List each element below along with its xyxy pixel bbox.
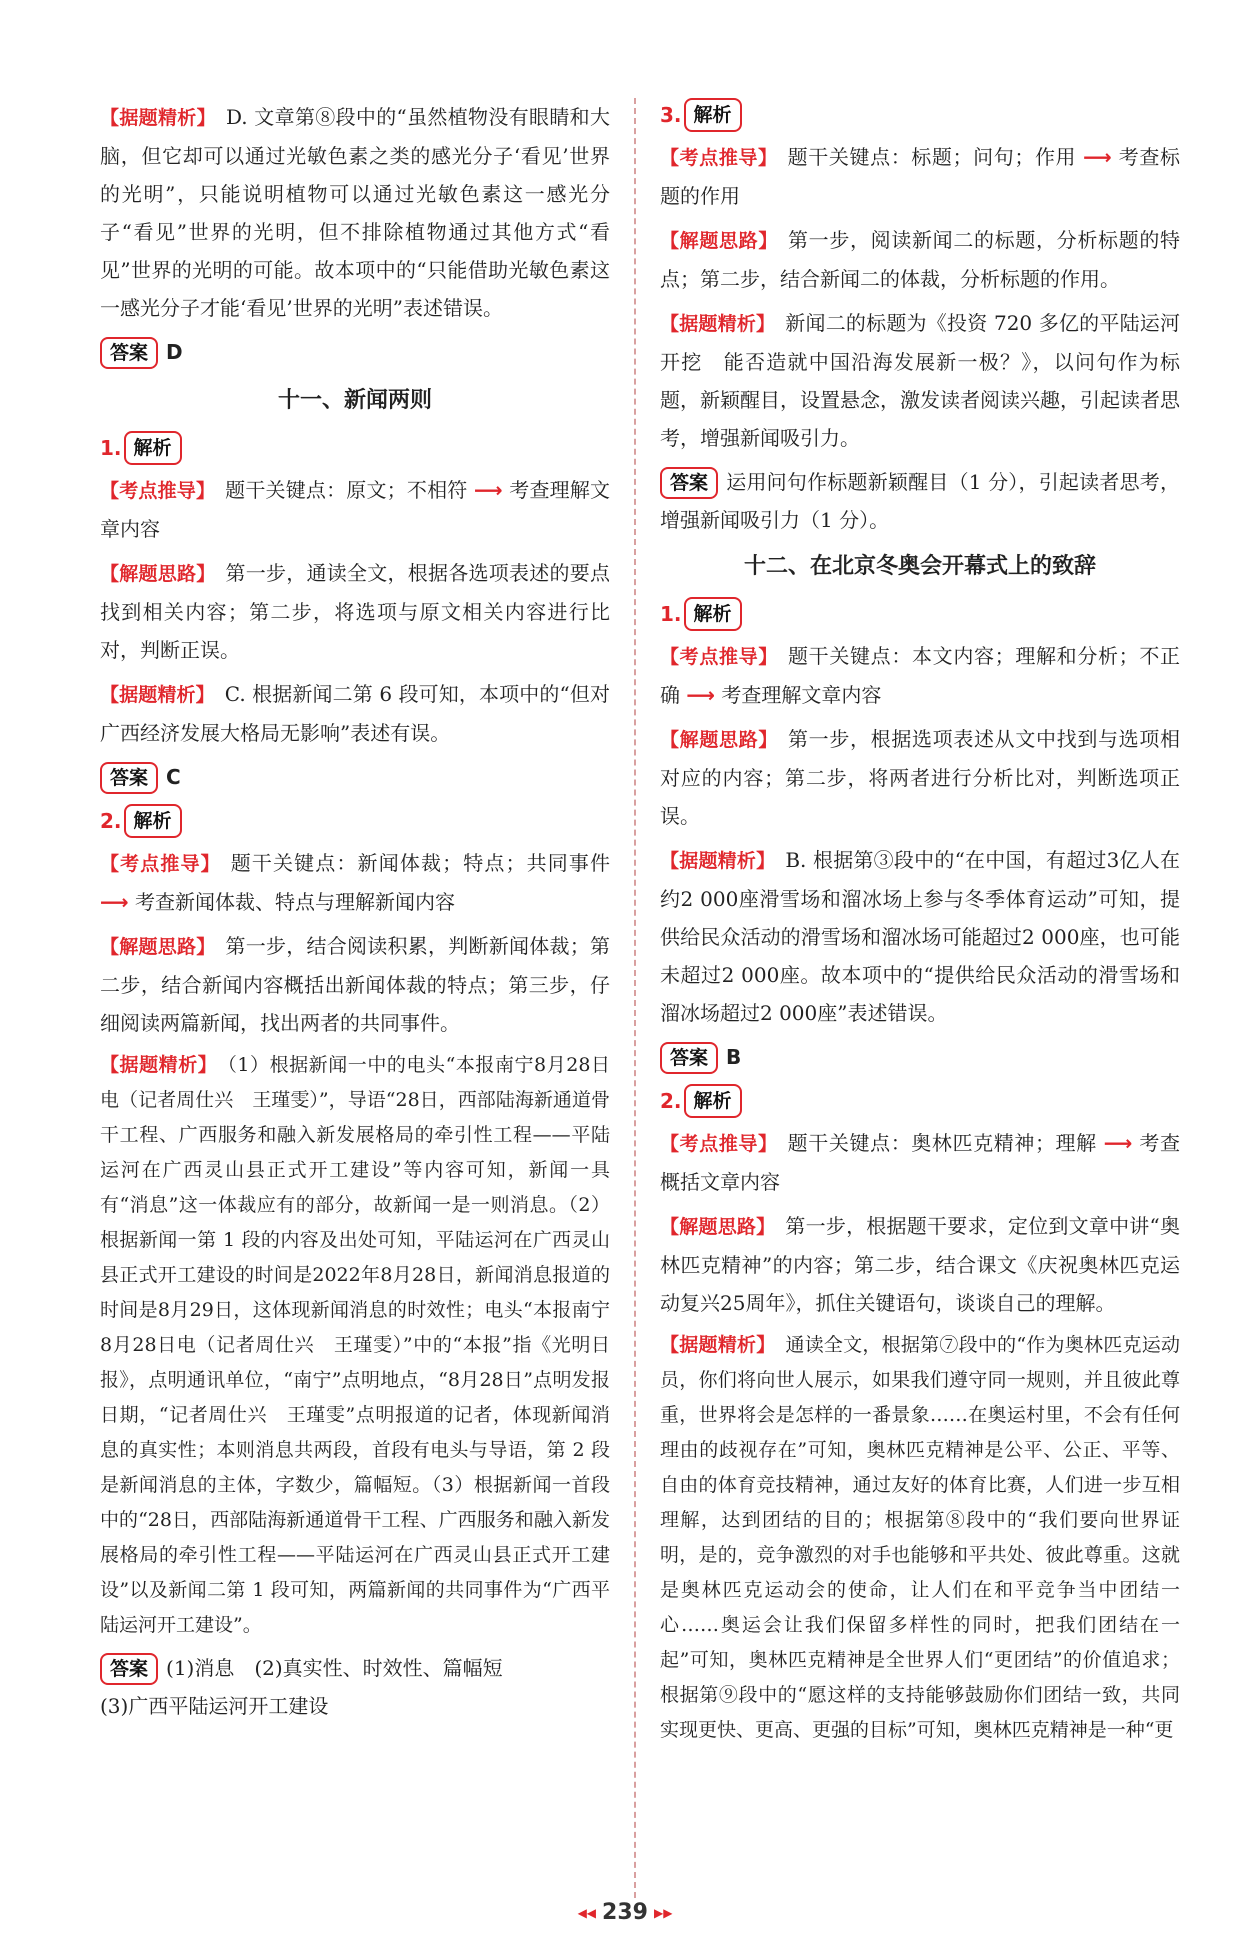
q3-jieti: 【解题思路】 第一步，阅读新闻二的标题，分析标题的特点；第二步，结合新闻二的体裁，分析标题的作用。 (660, 228, 1180, 291)
q2-jieti: 【解题思路】 第一步，结合阅读积累，判断新闻体裁；第二步，结合新闻内容概括出新闻体裁的特点；第三步，仔细阅读两篇新闻，找出两者的共同事件。 (100, 934, 610, 1035)
q3-jujing: 【据题精析】 新闻二的标题为《投资 720 多亿的平陆运河开挖 能否造就中国沿海发展新一极？》，以问句作为标题，新颖醒目，设置悬念，激发读者阅读兴趣，引起读者思考，增强新闻吸引力。 (660, 311, 1180, 450)
rq2-jujing: 【据题精析】 通读全文，根据第⑦段中的“作为奥林匹克运动员，你们将向世人展示，如果我们遵守同一规则，并且彼此尊重，世界将会是怎样的一番景象……在奥运村里，不会有任何理由的歧视存在”可知，奥林匹克精神是公平、公正、平等、自由的体育竞技精神，通过友好的体育比赛，人们进一步互相理解，达到团结的目的；根据第⑧段中的“我们要向世界证明，是的，竞争激烈的对手也能够和平共处、彼此尊重。这就是奥林匹克运动会的使命，让人们在和平竞争当中团结一心……奥运会让我们保留多样性的同时，把我们团结在一起”可知，奥林匹克精神是全世界人们“更团结”的价值追求；根据第⑨段中的“愿这样的支持能够鼓励你们团结一致，共同实现更快、更高、更强的目标”可知，奥林匹克精神是一种“更 (660, 1334, 1180, 1741)
q1-kaodian: 【考点推导】 题干关键点：原文；不相符 ⟶ 考查理解文章内容 (100, 478, 611, 541)
arrow-icon: ⟶ (1103, 1131, 1133, 1155)
jiexi-label: 解析 (124, 431, 182, 465)
right-question-2-header: 2. 解析 (660, 1084, 1180, 1118)
arrow-icon: ⟶ (100, 890, 129, 914)
intro-answer: 答案 D (100, 333, 610, 371)
rq1-jieti: 【解题思路】 第一步，根据选项表述从文中找到与选项相对应的内容；第二步，将两者进行分析比对，判断选项正误。 (660, 727, 1180, 828)
rq1-kaodian: 【考点推导】 题干关键点：本文内容；理解和分析；不正确 ⟶ 考查理解文章内容 (660, 644, 1180, 707)
tag-jujing: 【据题精析】 (100, 107, 216, 129)
answer-label: 答案 (100, 337, 158, 369)
column-divider (634, 98, 636, 1898)
right-question-1-header: 1. 解析 (660, 597, 1180, 631)
section-title-11: 十一、新闻两则 (277, 388, 432, 413)
page-footer (0, 1900, 1250, 1925)
q1-jieti: 【解题思路】 第一步，通读全文，根据各选项表述的要点找到相关内容；第二步，将选项与原文相关内容进行比对，判断正误。 (100, 561, 610, 662)
rq2-kaodian: 【考点推导】 题干关键点：奥林匹克精神；理解 ⟶ 考查概括文章内容 (660, 1131, 1180, 1194)
q1-answer: 答案 C (100, 758, 610, 796)
arrow-icon: ⟶ (474, 478, 503, 502)
q2-answer: 答案 (1)消息 (2)真实性、时效性、篇幅短 (100, 1649, 610, 1687)
left-column (100, 98, 610, 1733)
q2-answer-cont: (3)广西平陆运河开工建设 (100, 1694, 329, 1718)
arrow-icon: ⟶ (1083, 145, 1112, 169)
q3-kaodian: 【考点推导】 题干关键点：标题；问句；作用 ⟶ 考查标题的作用 (660, 145, 1180, 208)
q3-answer: 答案 运用问句作标题新颖醒目（1 分），引起读者思考，增强新闻吸引力（1 分）。 (660, 463, 1180, 539)
intro-jujing: 【据题精析】 D. 文章第⑧段中的“虽然植物没有眼睛和大脑，但它却可以通过光敏色素之类的感光分子‘看见’世界的光明”，只能说明植物可以通过光敏色素这一感光分子“看见”世界的光明，但不排除植物通过其他方式“看见”世界的光明的可能。故本项中的“只能借助光敏色素这一感光分子才能‘看见’世界的光明”表述错误。 (100, 105, 610, 320)
question-3-header: 3. 解析 (660, 98, 1180, 132)
rq1-jujing: 【据题精析】 B. 根据第③段中的“在中国，有超过3亿人在约2 000座滑雪场和溜冰场上参与冬季体育运动”可知，提供给民众活动的滑雪场和溜冰场可能超过2 000座，也可能未超过2 000座。故本项中的“提供给民众活动的滑雪场和溜冰场超过2 000座”表述错误。 (660, 848, 1180, 1025)
right-triangles-icon: ▶▶ (653, 1906, 673, 1920)
section-title-12: 十二、在北京冬奥会开幕式上的致辞 (743, 554, 1096, 579)
q1-jujing: 【据题精析】 C. 根据新闻二第 6 段可知，本项中的“但对广西经济发展大格局无影响”表述有误。 (100, 682, 610, 745)
q2-kaodian: 【考点推导】 题干关键点：新闻体裁；特点；共同事件 ⟶ 考查新闻体裁、特点与理解新闻内容 (100, 851, 610, 914)
arrow-icon: ⟶ (686, 683, 716, 707)
page-number: 239 (602, 1900, 648, 1925)
question-2-header: 2. 解析 (100, 804, 610, 838)
left-triangles-icon: ◀◀ (577, 1906, 597, 1920)
rq2-jieti: 【解题思路】 第一步，根据题干要求，定位到文章中讲“奥林匹克精神”的内容；第二步，结合课文《庆祝奥林匹克运动复兴25周年》，抓住关键语句，谈谈自己的理解。 (660, 1214, 1180, 1315)
right-column (660, 98, 1180, 1754)
question-1-header: 1. 解析 (100, 431, 610, 465)
q2-jujing: 【据题精析】 （1）根据新闻一中的电头“本报南宁8月28日电（记者周仕兴 王瑾雯）”，导语“28日，西部陆海新通道骨干工程、广西服务和融入新发展格局的牵引性工程——平陆运河在广西灵山县正式开工建设”等内容可知，新闻一具有“消息”这一体裁应有的部分，故新闻一是一则消息。（2）根据新闻一第 1 段的内容及出处可知，平陆运河在广西灵山县正式开工建设的时间是2022年8月28日，新闻消息报道的时间是8月29日，这体现新闻消息的时效性；电头“本报南宁8月28日电（记者周仕兴 王瑾雯）”中的“本报”指《光明日报》，点明通讯单位，“南宁”点明地点，“8月28日”点明发报日期，“记者周仕兴 王瑾雯”点明报道的记者，体现新闻消息的真实性；本则消息共两段，首段有电头与导语，第 2 段是新闻消息的主体，字数少，篇幅短。（3）根据新闻一首段中的“28日，西部陆海新通道骨干工程、广西服务和融入新发展格局的牵引性工程——平陆运河在广西灵山县正式开工建设”以及新闻二第 1 段可知，两篇新闻的共同事件为“广西平陆运河开工建设”。 (100, 1054, 610, 1636)
rq1-answer: 答案 B (660, 1038, 1180, 1076)
